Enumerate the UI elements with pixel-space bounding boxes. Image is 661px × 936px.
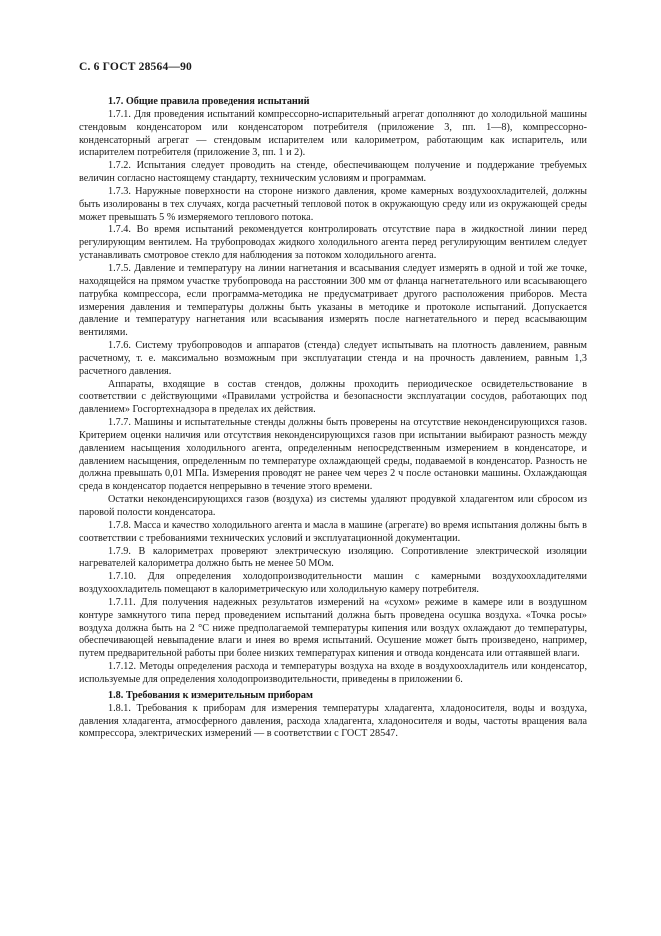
paragraph-1-7-7-cont: Остатки неконденсирующихся газов (воздуха) из системы удаляют продувкой хладагентом или сбросом из паровой полости конденсатора. <box>79 494 587 518</box>
section-heading-1-7: 1.7. Общие правила проведения испытаний <box>108 96 310 107</box>
paragraph-1-7-5: 1.7.5. Давление и температуру на линии нагнетания и всасывания следует измерять в одной и той же точке, находящейся на прямом участке трубопровода на расстоянии 300 мм от фланца нагнетательного или всасывающего патрубка компрессора, если программа-методика не предусматривает другого расположения приборов. Места измерения давления и температуры должны быть указаны в методике и протоколе испытаний. Допускается давление и температуру нагнетания или всасывания измерять после нагнетательного и перед всасывающим вентилями. <box>79 262 587 339</box>
paragraph-1-7-4: 1.7.4. Во время испытаний рекомендуется контролировать отсутствие пара в жидкостной линии перед регулирующим вентилем. На трубопроводах жидкого холодильного агента перед регулирующим вентилем следует устанавливать смотровое стекло для наблюдения за потоком холодильного агента. <box>79 224 587 262</box>
section-heading-1-8: 1.8. Требования к измерительным приборам <box>108 689 313 701</box>
paragraph-1-7-9: 1.7.9. В калориметрах проверяют электрическую изоляцию. Сопротивление электрической изоляции нагревателей калориметра должно быть не менее 50 МОм. <box>79 545 587 570</box>
paragraph-1-7-3: 1.7.3. Наружные поверхности на стороне низкого давления, кроме камерных воздухоохладителей, должны быть изолированы в тех случаях, когда расчетный тепловой поток в окружающую среду или из окружающей среды может превышать 5 % измеряемого теплового потока. <box>79 185 587 223</box>
paragraph-1-7-11: 1.7.11. Для получения надежных результатов измерений на «сухом» режиме в камере или в воздушном контуре замкнутого типа перед проведением испытаний должна быть проведена осушка воздуха. «Точка росы» воздуха должна быть на 2 °С ниже предполагаемой температуры кипения или воздух охлаждают до температуры, обеспечивающей невыпадение влаги и инея во время испытаний. Осушение может быть произведено, например, путем предварительной работы при более низких температурах кипения и отвода конденсата или оттаявшей влаги. <box>79 596 587 660</box>
paragraph-1-7-2: 1.7.2. Испытания следует проводить на стенде, обеспечивающем получение и поддержание требуемых величин согласно настоящему стандарту, техническим условиям и программам. <box>79 160 587 185</box>
paragraph-1-8-1: 1.8.1. Требования к приборам для измерения температуры хладагента, хладоносителя, воды и воздуха, давления хладагента, атмосферного давления, расхода хладагента, хладоносителя и воды, частоты вращения вала компрессора, электрических измерений — в соответствии с ГОСТ 28547. <box>79 702 587 740</box>
page-header: С. 6 ГОСТ 28564—90 <box>79 61 192 73</box>
paragraph-1-7-7: 1.7.7. Машины и испытательные стенды должны быть проверены на отсутствие неконденсирующихся газов. Критерием оценки наличия или отсутствия неконденсирующихся газов при испытании выбирают разность между давлением насыщения холодильного агента, определенным непосредственным измерением в конденсаторе, и давлением насыщения, определенным по температуре охлаждающей среды, подаваемой в конденсатор. Разность не должна превышать 0,01 МПа. Измерения проводят не ранее чем через 2 ч после остановки машины. Охлаждающая среда в конденсатор подается непрерывно в течение этого времени. <box>79 417 587 493</box>
paragraph-1-7-1: 1.7.1. Для проведения испытаний компрессорно-испарительный агрегат дополняют до холодильной машины стендовым конденсатором или конденсатором потребителя (приложение 3, пп. 1—8), компрессорно-конденсаторный агрегат — стендовым испарителем или калориметром, работающим как испаритель, или испарителем потребителя (приложение 3, пп. 1 и 2). <box>79 108 587 159</box>
paragraph-1-7-12: 1.7.12. Методы определения расхода и температуры воздуха на входе в воздухоохладитель или конденсатор, используемые для определения холодопроизводительности, приведены в приложении 6. <box>79 661 587 685</box>
paragraph-1-7-10: 1.7.10. Для определения холодопроизводительности машин с камерными воздухоохладителями воздухоохладитель помещают в калориметрическую или холодильную камеру потребителя. <box>79 571 587 596</box>
document-body <box>79 96 587 741</box>
paragraph-1-7-6: 1.7.6. Систему трубопроводов и аппаратов (стенда) следует испытывать на плотность давлением, равным расчетному, т. е. максимально возможным при эксплуатации стенда и на прочность давлением, равным 1,3 расчетного давления. <box>79 340 587 377</box>
paragraph-1-7-6-cont: Аппараты, входящие в состав стендов, должны проходить периодическое освидетельствование в соответствии с действующими «Правилами устройства и безопасности эксплуатации сосудов, работающих под давлением» Госгортехнадзора в пределах их действия. <box>79 378 587 416</box>
paragraph-1-7-8: 1.7.8. Масса и качество холодильного агента и масла в машине (агрегате) во время испытания должны быть в соответствии с требованиями технических условий и эксплуатационной документации. <box>79 519 587 544</box>
